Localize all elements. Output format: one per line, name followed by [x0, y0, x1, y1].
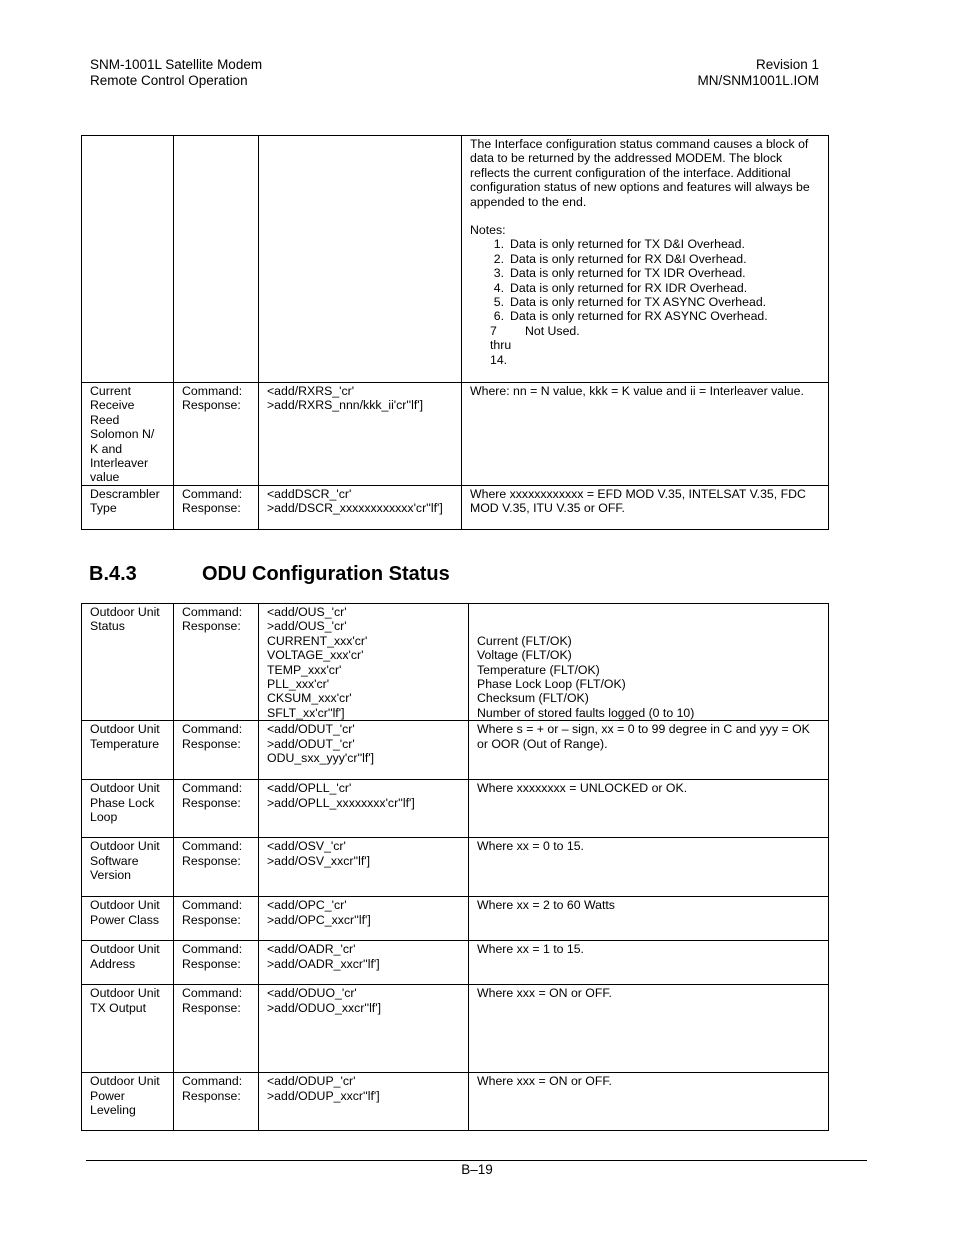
syntax-cell [259, 1073, 469, 1131]
footer-rule [86, 1160, 867, 1161]
command-name [90, 487, 165, 516]
response-label: Response: [182, 1088, 241, 1103]
note-item [470, 266, 820, 280]
command-name-line: Phase Lock [90, 795, 155, 810]
command-name-line: Loop [90, 810, 118, 825]
description-line: or OOR (Out of Range). [477, 736, 608, 751]
command-name-line: Current [90, 384, 132, 398]
label-cell [174, 780, 259, 838]
table-row [82, 780, 829, 838]
note-7-item [470, 324, 820, 367]
section-number: B.4.3 [89, 563, 137, 585]
command-syntax: <addDSCR_'cr' [267, 486, 352, 501]
note-text: Data is only returned for RX D&I Overhead. [510, 251, 747, 266]
note-number: 1. [493, 237, 504, 252]
response-label: Response: [182, 795, 241, 810]
command-syntax: <add/OSV_'cr' [267, 839, 346, 854]
notes-list [470, 237, 820, 323]
command-name-line: Type [90, 501, 117, 516]
description-cell [469, 985, 829, 1073]
document-title: SNM-1001L Satellite Modem [90, 57, 263, 72]
command-name-cell [82, 941, 174, 985]
command-name-line: K and [90, 441, 123, 456]
description-cell [469, 897, 829, 941]
note-text: Data is only returned for RX ASYNC Overhead. [510, 309, 768, 324]
response-syntax: >add/OUS_'cr' [267, 619, 347, 634]
command-name-line: Outdoor Unit [90, 781, 160, 796]
response-syntax: PLL_xxx'cr' [267, 677, 330, 692]
response-syntax: CKSUM_xxx'cr' [267, 691, 352, 706]
command-label: Command: [182, 486, 243, 501]
description-line [477, 619, 820, 633]
response-syntax: >add/OADR_xxcr''lf'] [267, 956, 380, 971]
response-label: Response: [182, 853, 241, 868]
response-label: Response: [182, 501, 241, 516]
description-line: Where xxxxxxxx = UNLOCKED or OK. [477, 781, 688, 796]
document-number: MN/SNM1001L.IOM [697, 73, 819, 88]
section-title: ODU Configuration Status [202, 563, 450, 585]
description-line: Checksum (FLT/OK) [477, 691, 589, 706]
page-header-right [697, 57, 819, 89]
command-name-cell [82, 383, 174, 486]
response-syntax: CURRENT_xxx'cr' [267, 633, 368, 648]
note-number: 5. [493, 295, 504, 310]
table-row [82, 838, 829, 897]
command-name-line: Power Class [90, 912, 160, 927]
note-text: Not Used. [525, 323, 580, 338]
command-description: Where xxxxxxxxxxxx = EFD MOD V.35, INTELSAT V.35, FDC MOD V.35, ITU V.35 or OFF. [470, 486, 806, 516]
description-line: Temperature (FLT/OK) [477, 662, 600, 677]
label-cell [174, 838, 259, 897]
command-syntax: <add/OADR_'cr' [267, 942, 356, 957]
response-syntax: >add/ODUP_xxcr''lf'] [267, 1088, 380, 1103]
description-line: Voltage (FLT/OK) [477, 648, 572, 663]
command-label: Command: [182, 384, 243, 398]
note-item [470, 295, 820, 309]
section-heading [89, 561, 450, 587]
page-header-left [90, 57, 262, 89]
table-row [82, 383, 829, 486]
response-syntax: SFLT_xx'cr''lf'] [267, 705, 345, 720]
response-syntax: >add/ODUT_'cr' [267, 736, 355, 751]
command-name-line: Solomon N/ [90, 427, 155, 442]
response-label: Response: [182, 619, 241, 634]
table-row [82, 721, 829, 780]
command-name-line: Status [90, 619, 125, 634]
label-cell [174, 383, 259, 486]
document-subtitle: Remote Control Operation [90, 73, 248, 88]
response-syntax: TEMP_xxx'cr' [267, 662, 342, 677]
command-name-line: Interleaver [90, 456, 149, 471]
odu-status-table [81, 603, 829, 1131]
command-label: Command: [182, 605, 243, 619]
command-label: Command: [182, 839, 243, 854]
syntax-cell [259, 721, 469, 780]
command-name-cell [82, 838, 174, 897]
description-cell [469, 1073, 829, 1131]
command-name-line: Reed [90, 412, 120, 427]
description-line: Number of stored faults logged (0 to 10) [477, 705, 695, 720]
table-row [82, 485, 829, 529]
note-text: Data is only returned for RX IDR Overhead. [510, 280, 748, 295]
description-cell [462, 383, 829, 486]
description-line: Where xx = 0 to 15. [477, 839, 584, 854]
command-name-cell [82, 721, 174, 780]
response-syntax: >add/OPLL_xxxxxxxx'cr''lf'] [267, 795, 415, 810]
command-label: Command: [182, 898, 243, 913]
response-label: Response: [182, 956, 241, 971]
command-name-line: Outdoor Unit [90, 722, 160, 737]
response-syntax: >add/ODUO_xxcr''lf'] [267, 1000, 381, 1015]
description-line: Where xx = 2 to 60 Watts [477, 898, 615, 913]
response-label: Response: [182, 736, 241, 751]
syntax-cell [259, 941, 469, 985]
note-item [470, 252, 820, 266]
description-line: Where xx = 1 to 15. [477, 942, 584, 957]
interface-description-cell [462, 136, 829, 383]
note-number: 7 [490, 323, 497, 338]
table-cell [174, 136, 259, 383]
command-name-line: value [90, 470, 120, 485]
interface-description: The Interface configuration status command causes a block of data to be returned by the addressed MODEM. The block reflects the current configuration of the interface. Additional configuration status of new options and features will always be appended to the end. [470, 137, 810, 209]
note-thru: thru [490, 338, 512, 353]
command-name-cell [82, 604, 174, 721]
command-label: Command: [182, 722, 243, 737]
command-name-line: Software [90, 853, 139, 868]
description-line: Where xxx = ON or OFF. [477, 986, 612, 1001]
syntax-cell [259, 485, 462, 529]
syntax-cell [259, 604, 469, 721]
table-cell [82, 136, 174, 383]
description-line: Phase Lock Loop (FLT/OK) [477, 677, 626, 692]
description-line: Where xxx = ON or OFF. [477, 1074, 612, 1089]
response-syntax: >add/OPC_xxcr''lf'] [267, 912, 371, 927]
response-label: Response: [182, 398, 241, 413]
response-syntax: >add/DSCR_xxxxxxxxxxxx'cr''lf'] [267, 501, 443, 516]
command-name-cell [82, 1073, 174, 1131]
table-row [82, 941, 829, 985]
command-name-line: Descrambler [90, 486, 160, 501]
note-item [470, 309, 820, 323]
command-label: Command: [182, 781, 243, 796]
command-name-line: Temperature [90, 736, 160, 751]
description-line: Where s = + or – sign, xx = 0 to 99 degree in C and yyy = OK [477, 722, 810, 737]
command-name-line: Outdoor Unit [90, 942, 160, 957]
command-name-line: Version [90, 868, 132, 883]
note-number: 6. [493, 309, 504, 324]
command-name-line: Outdoor Unit [90, 986, 160, 1001]
description-cell [469, 838, 829, 897]
note-text: Data is only returned for TX ASYNC Overhead. [510, 295, 767, 310]
note-number: 2. [493, 251, 504, 266]
label-cell [174, 721, 259, 780]
command-name-cell [82, 780, 174, 838]
table-row [82, 604, 829, 721]
table-row [82, 985, 829, 1073]
label-cell [174, 985, 259, 1073]
label-cell [174, 1073, 259, 1131]
command-label: Command: [182, 1074, 243, 1089]
response-syntax: >add/OSV_xxcr''lf'] [267, 853, 371, 868]
command-syntax: <add/ODUO_'cr' [267, 986, 357, 1001]
syntax-cell [259, 985, 469, 1073]
command-syntax: <add/RXRS_'cr' [267, 384, 355, 398]
command-name-line: Outdoor Unit [90, 839, 160, 854]
note-text: Data is only returned for TX IDR Overhead. [510, 266, 746, 281]
command-name-cell [82, 485, 174, 529]
response-label: Response: [182, 1000, 241, 1015]
command-syntax: <add/OPC_'cr' [267, 898, 347, 913]
note-item [470, 281, 820, 295]
description-cell [469, 941, 829, 985]
command-label: Command: [182, 942, 243, 957]
command-description: Where: nn = N value, kkk = K value and ii = Interleaver value. [470, 384, 804, 398]
notes-label: Notes: [470, 223, 506, 238]
page-number: B–19 [461, 1162, 493, 1177]
note-number: 4. [493, 280, 504, 295]
description-cell [469, 604, 829, 721]
table-cell [259, 136, 462, 383]
description-cell [462, 485, 829, 529]
table-row [82, 136, 829, 383]
description-line [477, 605, 820, 619]
note-end: 14. [490, 352, 508, 367]
command-syntax: <add/OUS_'cr' [267, 605, 347, 619]
label-cell [174, 941, 259, 985]
interface-status-table [81, 135, 829, 530]
command-name-line: Address [90, 956, 136, 971]
note-text: Data is only returned for TX D&I Overhead. [510, 237, 745, 252]
table-row [82, 897, 829, 941]
response-syntax: VOLTAGE_xxx'cr' [267, 648, 364, 663]
description-cell [469, 780, 829, 838]
command-name-line: Outdoor Unit [90, 605, 160, 619]
command-name-line: Outdoor Unit [90, 898, 160, 913]
command-name-line: TX Output [90, 1000, 147, 1015]
command-name-line: Leveling [90, 1103, 136, 1118]
syntax-cell [259, 838, 469, 897]
syntax-cell [259, 780, 469, 838]
revision-label: Revision 1 [755, 57, 819, 72]
command-name [90, 384, 165, 485]
response-syntax: >add/RXRS_nnn/kkk_ii'cr''lf'] [267, 398, 423, 413]
label-cell [174, 485, 259, 529]
command-syntax: <add/OPLL_'cr' [267, 781, 352, 796]
table-row [82, 1073, 829, 1131]
command-name-line: Power [90, 1088, 125, 1103]
description-cell [469, 721, 829, 780]
command-name-line: Outdoor Unit [90, 1074, 160, 1089]
command-name-line: Receive [90, 398, 135, 413]
command-syntax: <add/ODUT_'cr' [267, 722, 355, 737]
command-syntax: <add/ODUP_'cr' [267, 1074, 356, 1089]
description-line: Current (FLT/OK) [477, 633, 572, 648]
response-syntax: ODU_sxx_yyy'cr''lf'] [267, 751, 375, 766]
response-label: Response: [182, 912, 241, 927]
note-number: 3. [493, 266, 504, 281]
syntax-cell [259, 383, 462, 486]
command-name-cell [82, 897, 174, 941]
note-item [470, 237, 820, 251]
syntax-cell [259, 897, 469, 941]
label-cell [174, 604, 259, 721]
command-name-cell [82, 985, 174, 1073]
label-cell [174, 897, 259, 941]
command-label: Command: [182, 986, 243, 1001]
